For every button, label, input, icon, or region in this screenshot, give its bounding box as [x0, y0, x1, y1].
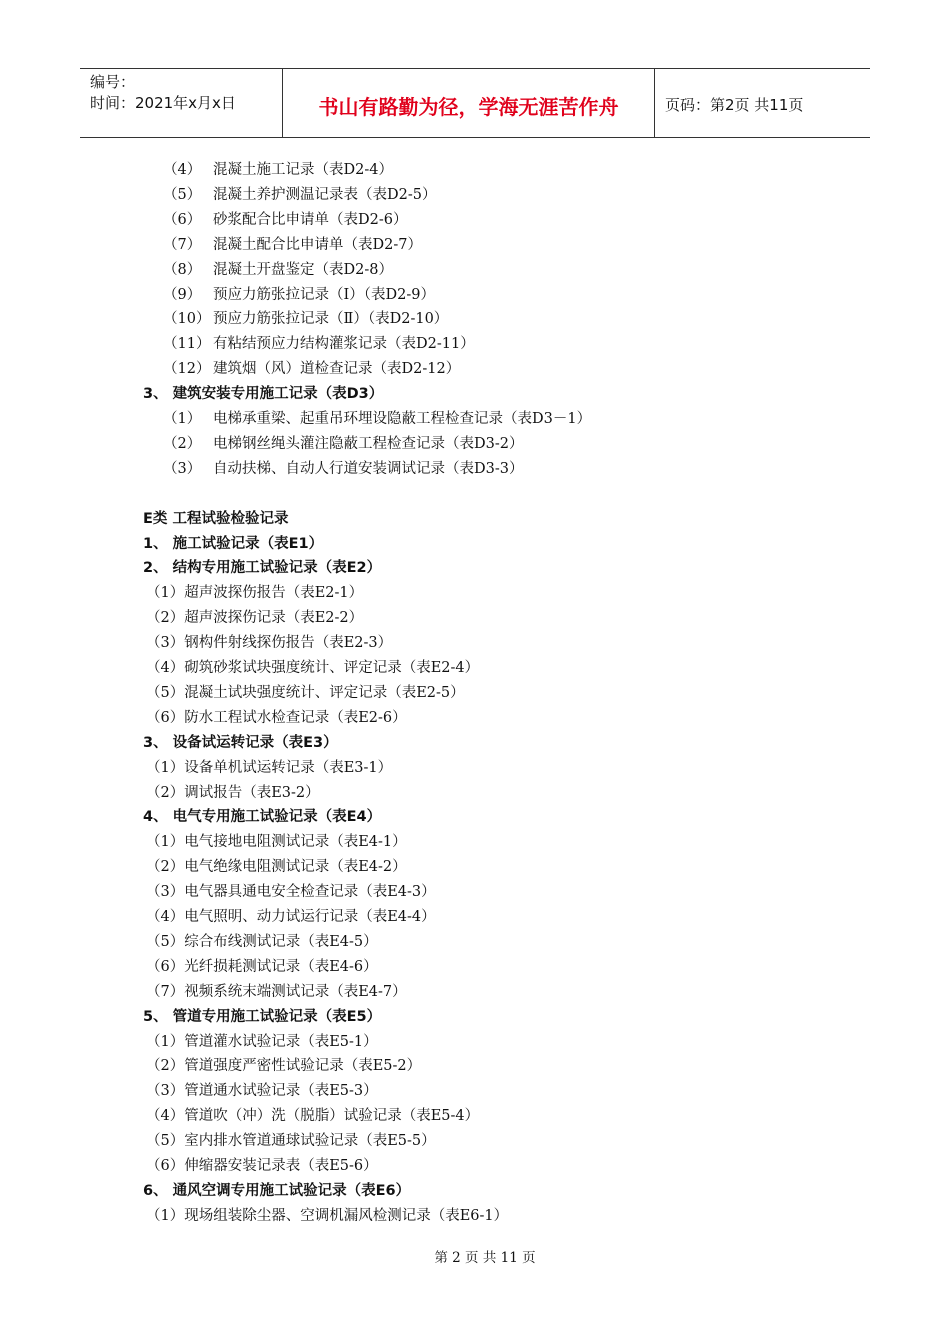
list-item-text: 混凝土施工记录（表D2-4） [213, 162, 393, 178]
list-item [163, 407, 591, 431]
list-item [163, 283, 435, 307]
list-item: （1）超声波探伤报告（表E2-1） [146, 585, 364, 602]
list-item-text: 自动扶梯、自动人行道安装调试记录（表D3-3） [213, 460, 524, 477]
list-item: （7）视频系统末端测试记录（表E4-7） [146, 983, 407, 1000]
list-item: （2）管道强度严密性试验记录（表E5-2） [146, 1058, 422, 1075]
list-item: （6）防水工程试水检查记录（表E2-6） [146, 709, 407, 726]
list-item-text: 电梯承重梁、起重吊环埋设隐蔽工程检查记录（表D3－1） [213, 411, 592, 427]
list-item: （4）电气照明、动力试运行记录（表E4-4） [146, 909, 436, 925]
list-item-number: （4） [163, 162, 202, 178]
list-item-number: （1） [163, 411, 202, 427]
header-page-info: 页码：第2页 共11页 [665, 95, 804, 114]
list-item: （4）砌筑砂浆试块强度统计、评定记录（表E2-4） [146, 660, 480, 676]
section-heading: 6、 通风空调专用施工试验记录（表E6） [143, 1182, 411, 1199]
section-heading: 3、 设备试运转记录（表E3） [143, 734, 338, 751]
list-item-number: （11） [163, 336, 211, 353]
list-item [163, 208, 407, 232]
list-item-number: （3） [163, 460, 202, 477]
list-item [163, 332, 475, 356]
list-item-number: （12） [163, 361, 211, 378]
list-item [163, 307, 448, 331]
list-item: （2）调试报告（表E3-2） [146, 784, 320, 801]
time-label: 时间：2021年x月x日 [90, 94, 236, 112]
list-item-number: （10） [163, 311, 211, 328]
serial-label: 编号： [90, 73, 136, 91]
header-meta [80, 69, 283, 137]
list-item-text: 预应力筋张拉记录（Ⅰ）（表D2-9） [213, 286, 435, 303]
list-item: （5）混凝土试块强度统计、评定记录（表E2-5） [146, 684, 465, 701]
list-item [163, 233, 422, 257]
list-item-text: 预应力筋张拉记录（Ⅱ）（表D2-10） [213, 311, 449, 328]
section-heading: E类 工程试验检验记录 [143, 510, 289, 527]
section-heading: 4、 电气专用施工试验记录（表E4） [143, 809, 382, 826]
list-item-text: 建筑烟（风）道检查记录（表D2-12） [213, 361, 461, 378]
list-item: （4）管道吹（冲）洗（脱脂）试验记录（表E5-4） [146, 1108, 480, 1125]
list-item: （6）伸缩器安装记录表（表E5-6） [146, 1158, 378, 1174]
list-item-text: 有粘结预应力结构灌浆记录（表D2-11） [213, 336, 475, 353]
list-item-number: （8） [163, 261, 202, 278]
section-heading: 1、 施工试验记录（表E1） [143, 535, 324, 552]
list-item-text: 混凝土开盘鉴定（表D2-8） [213, 261, 393, 278]
list-item [163, 258, 393, 282]
list-item: （6）光纤损耗测试记录（表E4-6） [146, 958, 378, 975]
list-item-text: 电梯钢丝绳头灌注隐蔽工程检查记录（表D3-2） [213, 435, 524, 452]
list-item [163, 432, 523, 456]
section-heading: 3、 建筑安装专用施工记录（表D3） [143, 386, 384, 403]
list-item: （1）现场组装除尘器、空调机漏风检测记录（表E6-1） [146, 1207, 509, 1224]
list-item-text: 混凝土配合比申请单（表D2-7） [213, 236, 422, 253]
section-heading: 5、 管道专用施工试验记录（表E5） [143, 1008, 382, 1025]
list-item: （3）电气器具通电安全检查记录（表E4-3） [146, 884, 436, 901]
list-item-number: （2） [163, 435, 202, 452]
list-item: （2）电气绝缘电阻测试记录（表E4-2） [146, 859, 407, 876]
list-item-text: 混凝土养护测温记录表（表D2-5） [213, 186, 437, 203]
list-item: （1）电气接地电阻测试记录（表E4-1） [146, 834, 407, 851]
list-item-text: 砂浆配合比申请单（表D2-6） [213, 211, 408, 228]
list-item-number: （5） [163, 186, 202, 203]
list-item-number: （7） [163, 236, 202, 253]
list-item [163, 158, 393, 182]
list-item: （1）管道灌水试验记录（表E5-1） [146, 1033, 378, 1050]
list-item: （5）综合布线测试记录（表E4-5） [146, 933, 378, 950]
list-item: （5）室内排水管道通球试验记录（表E5-5） [146, 1133, 436, 1150]
header-motto: 书山有路勤为径，学海无涯苦作舟 [283, 69, 655, 137]
list-item: （3）钢构件射线探伤报告（表E2-3） [146, 635, 393, 652]
list-item: （3）管道通水试验记录（表E5-3） [146, 1083, 378, 1100]
page-header [80, 68, 870, 138]
section-heading: 2、 结构专用施工试验记录（表E2） [143, 560, 382, 577]
list-item [163, 183, 436, 207]
list-item [163, 357, 460, 381]
page-footer: 第 2 页 共 11 页 [434, 1250, 536, 1266]
list-item-number: （9） [163, 286, 202, 303]
list-item [163, 457, 523, 481]
list-item-number: （6） [163, 211, 202, 228]
list-item: （1）设备单机试运转记录（表E3-1） [146, 759, 393, 776]
list-item: （2）超声波探伤记录（表E2-2） [146, 610, 364, 627]
